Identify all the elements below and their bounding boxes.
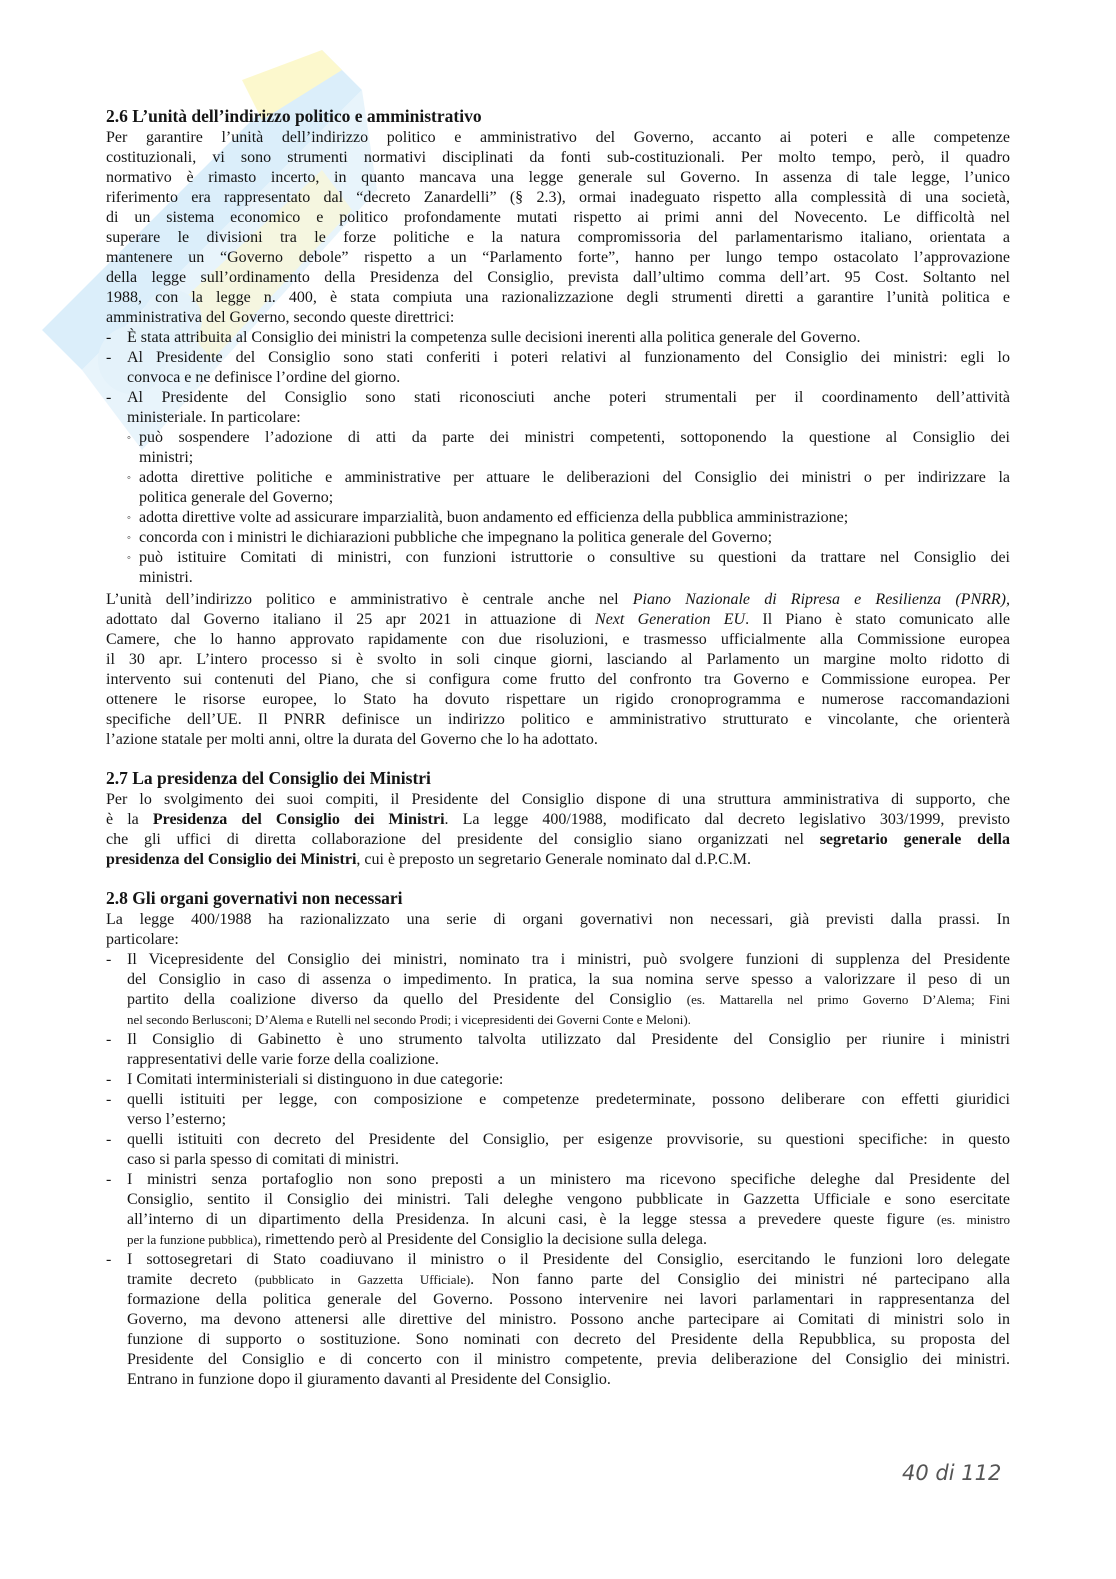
bullet-line: convoca e ne definisce l’ordine del giorno.: [127, 369, 401, 386]
bullet-line: partito della coalizione diverso da quello del Presidente del Consiglio (es. Mattarella nel primo Governo D’Alema; Fini: [127, 991, 1010, 1008]
paragraph-line: adottato dal Governo italiano il 25 apr 2021 in attuazione di Next Generation EU. Il Piano è stato comunicato alle: [106, 611, 1011, 628]
paragraph-line: amministrativa del Governo, secondo queste direttrici:: [106, 309, 455, 326]
section-heading-2-7: 2.7 La presidenza del Consiglio dei Ministri: [106, 768, 431, 788]
paragraph-line: è la Presidenza del Consiglio dei Ministri. La legge 400/1988, modificato dal decreto legislativo 303/1999, previsto: [106, 811, 1010, 828]
section-heading-2-6: 2.6 L’unità dell’indirizzo politico e amministrativo: [106, 106, 482, 126]
bullet-line: rappresentativi delle varie forze della coalizione.: [127, 1051, 439, 1068]
bullet-line: I sottosegretari di Stato coadiuvano il ministro o il Presidente del Consiglio, esercitando le funzioni loro delegate: [127, 1251, 1010, 1268]
paragraph-line: l’azione statale per molti anni, oltre la durata del Governo che lo ha adottato.: [106, 731, 598, 748]
bullet-line: quelli istituiti per legge, con composizione e competenze predeterminate, possono deliberare con effetti giuridici: [127, 1091, 1010, 1108]
bullet-line: Al Presidente del Consiglio sono stati conferiti i poteri relativi al funzionamento del Consiglio dei ministri: egli lo: [127, 349, 1010, 366]
paragraph-line: presidenza del Consiglio dei Ministri, cui è preposto un segretario Generale nominato dal d.P.C.M.: [106, 851, 751, 868]
paragraph-line: intervento sui contenuti del Piano, che si configura come frutto del confronto tra Governo e Commissione europea. Per: [106, 671, 1010, 688]
bullet-line: È stata attribuita al Consiglio dei ministri la competenza sulle decisioni inerenti alla politica generale del Governo.: [127, 329, 861, 346]
bullet-line: nel secondo Berlusconi; D’Alema e Rutelli nel secondo Prodi; i vicepresidenti dei Governi Conte e Meloni).: [127, 1012, 691, 1027]
bullet-line: tramite decreto (pubblicato in Gazzetta Ufficiale). Non fanno parte del Consiglio dei ministri né partecipano alla: [127, 1271, 1010, 1288]
bullet-dash-icon: -: [106, 1171, 112, 1188]
paragraph-line: La legge 400/1988 ha razionalizzato una serie di organi governativi non necessari, già previsti dalla prassi. In: [106, 911, 1010, 928]
bullet-line: all’interno di un dipartimento della Presidenza. In alcuni casi, è la legge stessa a prevedere queste figure (es. ministro: [127, 1211, 1011, 1228]
bullet-line: I ministri senza portafoglio non sono preposti a un ministero ma ricevono specifiche deleghe dal Presidente del: [127, 1171, 1010, 1188]
bullet-line: caso si parla spesso di comitati di ministri.: [127, 1151, 399, 1168]
paragraph-line: il 30 apr. L’intero processo si è svolto in soli cinque giorni, lasciando al Parlamento un margine molto ridotto di: [106, 651, 1010, 668]
bullet-dash-icon: -: [106, 1251, 112, 1268]
paragraph-line: della legge sull’ordinamento della Presidenza del Consiglio, prevista dall’ultimo comma dell’art. 95 Cost. Soltanto nel: [106, 269, 1010, 286]
paragraph-line: riferimento era rappresentato dal “decreto Zanardelli” (§ 2.3), ormai inadeguato rispetto alla complessità di una società,: [106, 189, 1010, 206]
subbullet-line: ministri.: [139, 569, 193, 586]
bullet-line: Il Vicepresidente del Consiglio dei ministri, nominato tra i ministri, può svolgere funzioni di supplenza del Presidente: [127, 951, 1010, 968]
bullet-line: verso l’esterno;: [127, 1111, 227, 1128]
pnrr-title: Piano Nazionale di Ripresa e Resilienza (PNRR),: [632, 591, 1011, 608]
paragraph-line: L’unità dell’indirizzo politico e amministrativo è centrale anche nel Piano Nazionale di Ripresa e Resilienza (PNRR),: [106, 591, 1011, 608]
bullet-line: formazione della politica generale del Governo. Possono intervenire nei lavori parlamentari in rappresentanza del: [127, 1291, 1010, 1308]
paragraph-line: Per garantire l’unità dell’indirizzo politico e amministrativo del Governo, accanto ai poteri e alle competenze: [106, 129, 1010, 146]
bullet-line: per la funzione pubblica), rimettendo però al Presidente del Consiglio la decisione sulla delega.: [127, 1231, 707, 1248]
paragraph-line: particolare:: [106, 931, 179, 948]
paragraph-line: Per lo svolgimento dei suoi compiti, il Presidente del Consiglio dispone di una struttura amministrativa di supporto, che: [106, 791, 1010, 808]
bullet-line: Presidente del Consiglio e di concerto con il ministro competente, previa deliberazione del Consiglio dei ministri.: [127, 1351, 1010, 1368]
subbullet-circle-icon: ◦: [127, 512, 131, 524]
paragraph-line: Camere, che lo hanno approvato rapidamente con due risoluzioni, e trasmesso ufficialmente alla Commissione europea: [106, 631, 1010, 648]
next-generation-eu: Next Generation EU: [595, 611, 746, 628]
subbullet-circle-icon: ◦: [127, 472, 131, 484]
bullet-dash-icon: -: [106, 1091, 112, 1108]
paragraph-line: di un sistema economico e politico profondamente mutati rispetto ai primi anni del Novecento. Le difficoltà nel: [106, 209, 1010, 226]
paragraph-line: che gli uffici di diretta collaborazione del presidente del consiglio siano organizzati nel segretario generale della: [106, 831, 1011, 848]
bullet-line: Al Presidente del Consiglio sono stati riconosciuti anche poteri strumentali per il coordinamento dell’attività: [127, 389, 1010, 406]
subbullet-line: adotta direttive volte ad assicurare imparzialità, buon andamento ed efficienza della pubblica amministrazione;: [139, 509, 849, 526]
bullet-dash-icon: -: [106, 951, 112, 968]
subbullet-circle-icon: ◦: [127, 552, 131, 564]
paragraph-line: mantenere un “Governo debole” rispetto a un “Parlamento forte”, hanno per lungo tempo ostacolato l’approvazione: [106, 249, 1010, 266]
paragraph-line: costituzionali, vi sono strumenti normativi disciplinati da fonti sub-costituzionali. Per molto tempo, però, il quadro: [106, 149, 1010, 166]
paragraph-line: 1988, con la legge n. 400, è stata compiuta una razionalizzazione degli strumenti diretti a garantire l’unità politica e: [106, 289, 1010, 306]
subbullet-line: può sospendere l’adozione di atti da parte dei ministri competenti, sottoponendo la questione al Consiglio dei: [139, 429, 1010, 446]
bullet-dash-icon: -: [106, 1131, 112, 1148]
bullet-line: quelli istituiti con decreto del Presidente del Consiglio, per esigenze provvisorie, su questioni specifiche: in questo: [127, 1131, 1010, 1148]
bullet-line: I Comitati interministeriali si distinguono in due categorie:: [127, 1071, 504, 1088]
bullet-dash-icon: -: [106, 329, 112, 346]
subbullet-circle-icon: ◦: [127, 532, 131, 544]
bullet-line: Entrano in funzione dopo il giuramento davanti al Presidente del Consiglio.: [127, 1371, 611, 1388]
bullet-line: Governo, ma devono attenersi alle direttive del ministro. Possono anche partecipare ai Comitati di ministri solo in: [127, 1311, 1010, 1328]
subbullet-line: adotta direttive politiche e amministrative per attuare le deliberazioni del Consiglio dei ministri o per indirizzare la: [139, 469, 1010, 486]
subbullet-circle-icon: ◦: [127, 432, 131, 444]
bullet-line: ministeriale. In particolare:: [127, 409, 301, 426]
paragraph-line: ottenere le risorse europee, lo Stato ha dovuto rispettare un rigido cronoprogramma e numerose raccomandazioni: [106, 691, 1010, 708]
bullet-line: funzione di supporto o sostituzione. Sono nominati con decreto del Presidente della Repubblica, su proposta del: [127, 1331, 1010, 1348]
bullet-dash-icon: -: [106, 349, 112, 366]
bullet-line: Consiglio, sentito il Consiglio dei ministri. Tali deleghe vengono pubblicate in Gazzetta Ufficiale e sono esercitate: [127, 1191, 1010, 1208]
subbullet-line: politica generale del Governo;: [139, 489, 334, 506]
bullet-dash-icon: -: [106, 389, 112, 406]
bullet-dash-icon: -: [106, 1071, 112, 1088]
subbullet-line: può istituire Comitati di ministri, con funzioni istruttorie o consultive su questioni da trattare nel Consiglio dei: [139, 549, 1010, 566]
handwritten-page-number: [898, 1456, 1008, 1492]
paragraph-line: normativo è rimasto incerto, in quanto mancava una legge generale sul Governo. In assenza di tale legge, l’unico: [106, 169, 1010, 186]
paragraph-line: superare le divisioni tra le forze politiche e la natura compromissoria del parlamentarismo italiano, orientata a: [106, 229, 1010, 246]
paragraph-line: specifiche dell’UE. Il PNRR definisce un indirizzo politico e amministrativo strutturato e vincolante, che orienterà: [106, 711, 1010, 728]
subbullet-line: ministri;: [139, 449, 194, 466]
section-heading-2-8: 2.8 Gli organi governativi non necessari: [106, 888, 403, 908]
bullet-dash-icon: -: [106, 1031, 112, 1048]
bullet-line: Il Consiglio di Gabinetto è uno strumento talvolta utilizzato dal Presidente del Consiglio per riunire i ministri: [127, 1031, 1010, 1048]
subbullet-line: concorda con i ministri le dichiarazioni pubbliche che impegnano la politica generale del Governo;: [139, 529, 773, 546]
bullet-line: del Consiglio in caso di assenza o impedimento. In pratica, la sua nomina serve spesso a valorizzare il peso di un: [127, 971, 1010, 988]
page-number-text: 40 di 112: [902, 1461, 1002, 1485]
